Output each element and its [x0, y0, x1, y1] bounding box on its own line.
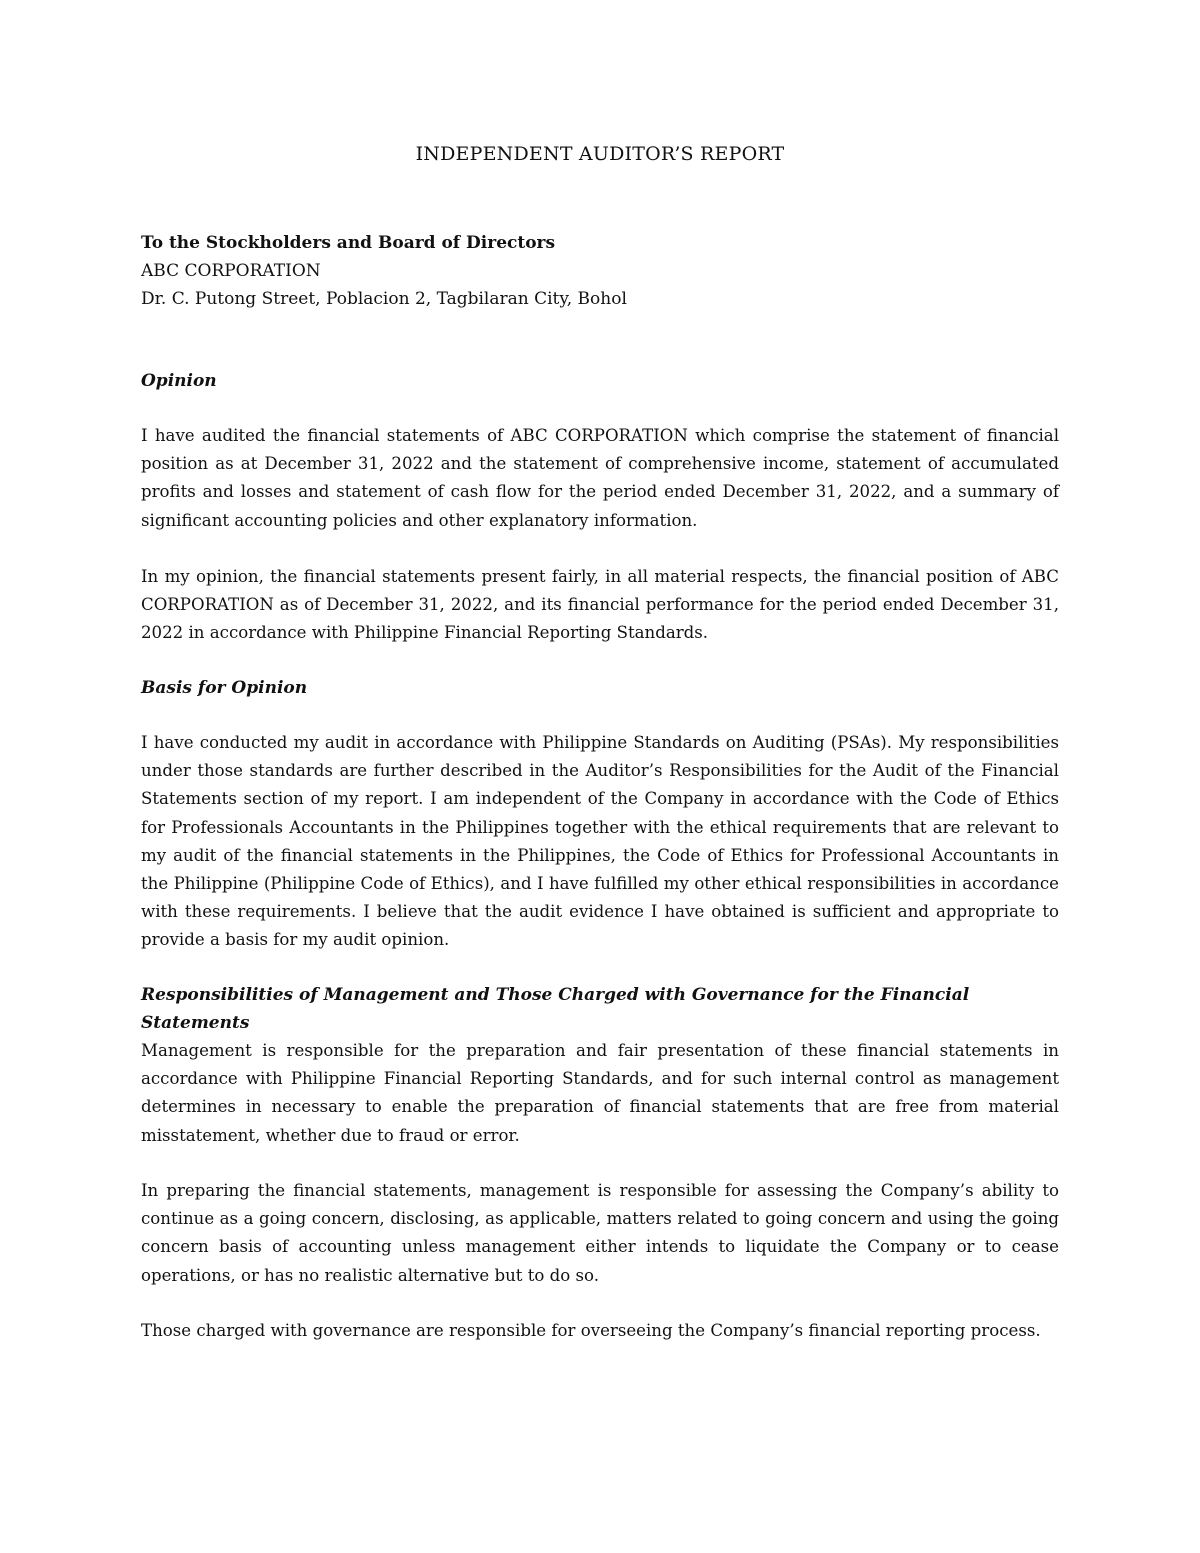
addressee-line-company: ABC CORPORATION [141, 261, 321, 281]
document-page [141, 0, 1059, 1553]
paragraph-responsibilities-2: In preparing the financial statements, management is responsible for assessing the Company’s ability to continue as a going concern, disclosing, as applicable, matters related to going concern and using the going concern basis of accounting unless management either intends to liquidate the Company or to cease operations, or has no realistic alternative but to do so. [141, 1181, 1059, 1285]
heading-opinion: Opinion [141, 371, 217, 391]
heading-basis-for-opinion: Basis for Opinion [141, 678, 308, 698]
heading-responsibilities: Responsibilities of Management and Those Charged with Governance for the Financial Statements [141, 985, 970, 1033]
paragraph-opinion-1: I have audited the financial statements of ABC CORPORATION which comprise the statement of financial position as at December 31, 2022 and the statement of comprehensive income, statement of accumulated profits and losses and statement of cash flow for the period ended December 31, 2022, and a summary of significant accounting policies and other explanatory information. [141, 426, 1059, 530]
paragraph-basis-1: I have conducted my audit in accordance with Philippine Standards on Auditing (PSAs). My responsibilities under those standards are further described in the Auditor’s Responsibilities for the Audit of the Financial Statements section of my report. I am independent of the Company in accordance with the Code of Ethics for Professionals Accountants in the Philippines together with the ethical requirements that are relevant to my audit of the financial statements in the Philippines, the Code of Ethics for Professional Accountants in the Philippine (Philippine Code of Ethics), and I have fulfilled my other ethical responsibilities in accordance with these requirements. I believe that the audit evidence I have obtained is sufficient and appropriate to provide a basis for my audit opinion. [141, 733, 1059, 950]
addressee-block [141, 229, 1059, 313]
report-title: INDEPENDENT AUDITOR’S REPORT [415, 143, 785, 165]
paragraph-responsibilities-3: Those charged with governance are responsible for overseeing the Company’s financial reporting process. [141, 1321, 1041, 1340]
addressee-line-address: Dr. C. Putong Street, Poblacion 2, Tagbilaran City, Bohol [141, 289, 627, 309]
paragraph-responsibilities-1: Management is responsible for the preparation and fair presentation of these financial statements in accordance with Philippine Financial Reporting Standards, and for such internal control as management determines in necessary to enable the preparation of financial statements that are free from material misstatement, whether due to fraud or error. [141, 1041, 1059, 1145]
addressee-line-recipients: To the Stockholders and Board of Directors [141, 233, 556, 253]
paragraph-opinion-2: In my opinion, the financial statements present fairly, in all material respects, the financial position of ABC CORPORATION as of December 31, 2022, and its financial performance for the period ended December 31, 2022 in accordance with Philippine Financial Reporting Standards. [141, 567, 1059, 643]
